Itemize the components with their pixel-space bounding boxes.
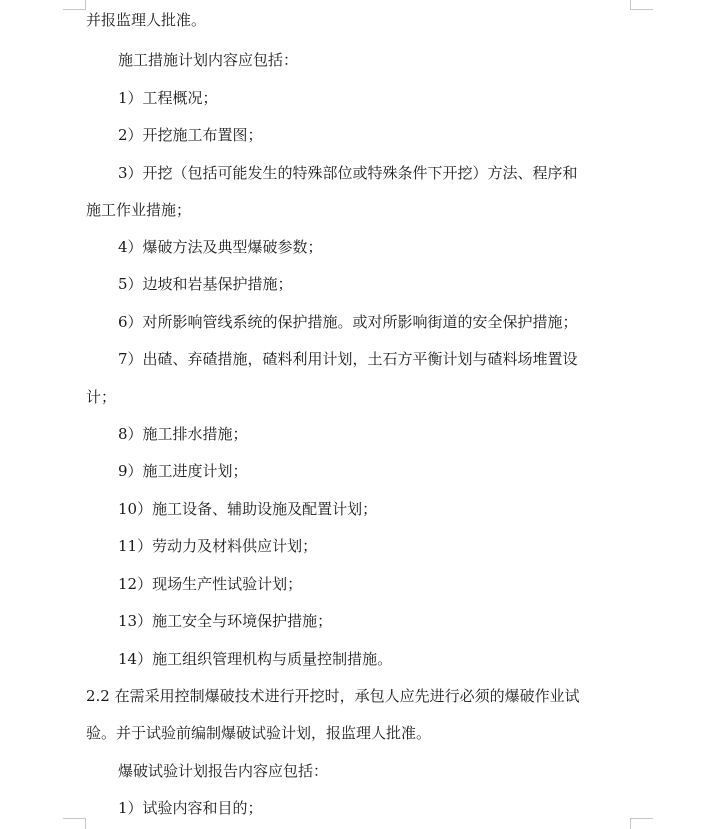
list-item: 5）边坡和岩基保护措施； — [118, 275, 293, 293]
margin-mark-bottom-left — [63, 818, 86, 829]
text-line: 爆破试验计划报告内容应包括： — [118, 762, 329, 780]
list-item: 1）试验内容和目的； — [118, 799, 263, 817]
margin-mark-top-left — [63, 0, 86, 10]
list-item: 12）现场生产性试验计划； — [118, 575, 303, 593]
text-line: 验。并于试验前编制爆破试验计划，报监理人批准。 — [86, 724, 432, 742]
list-item: 1）工程概况； — [118, 89, 218, 107]
text-line: 计； — [86, 388, 117, 406]
list-item: 10）施工设备、辅助设施及配置计划； — [118, 500, 378, 518]
list-item: 11）劳动力及材料供应计划； — [118, 537, 318, 555]
text-line: 施工作业措施； — [86, 201, 192, 219]
margin-mark-bottom-right — [630, 818, 653, 829]
text-line: 施工措施计划内容应包括： — [118, 51, 299, 69]
list-item: 4）爆破方法及典型爆破参数； — [118, 238, 323, 256]
text-line: 并报监理人批准。 — [86, 11, 207, 29]
list-item: 3）开挖（包括可能发生的特殊部位或特殊条件下开挖）方法、程序和 — [118, 164, 578, 182]
margin-mark-top-right — [630, 0, 653, 10]
list-item: 14）施工组织管理机构与质量控制措施。 — [118, 650, 393, 668]
list-item: 13）施工安全与环境保护措施； — [118, 612, 333, 630]
section-paragraph: 2.2 在需采用控制爆破技术进行开挖时，承包人应先进行必须的爆破作业试 — [86, 687, 580, 705]
list-item: 2）开挖施工布置图； — [118, 126, 263, 144]
list-item: 9）施工进度计划； — [118, 462, 248, 480]
list-item: 8）施工排水措施； — [118, 425, 248, 443]
list-item: 6）对所影响管线系统的保护措施。或对所影响街道的安全保护措施； — [118, 313, 578, 331]
list-item: 7）出碴、弃碴措施，碴料利用计划，土石方平衡计划与碴料场堆置设 — [118, 350, 578, 368]
